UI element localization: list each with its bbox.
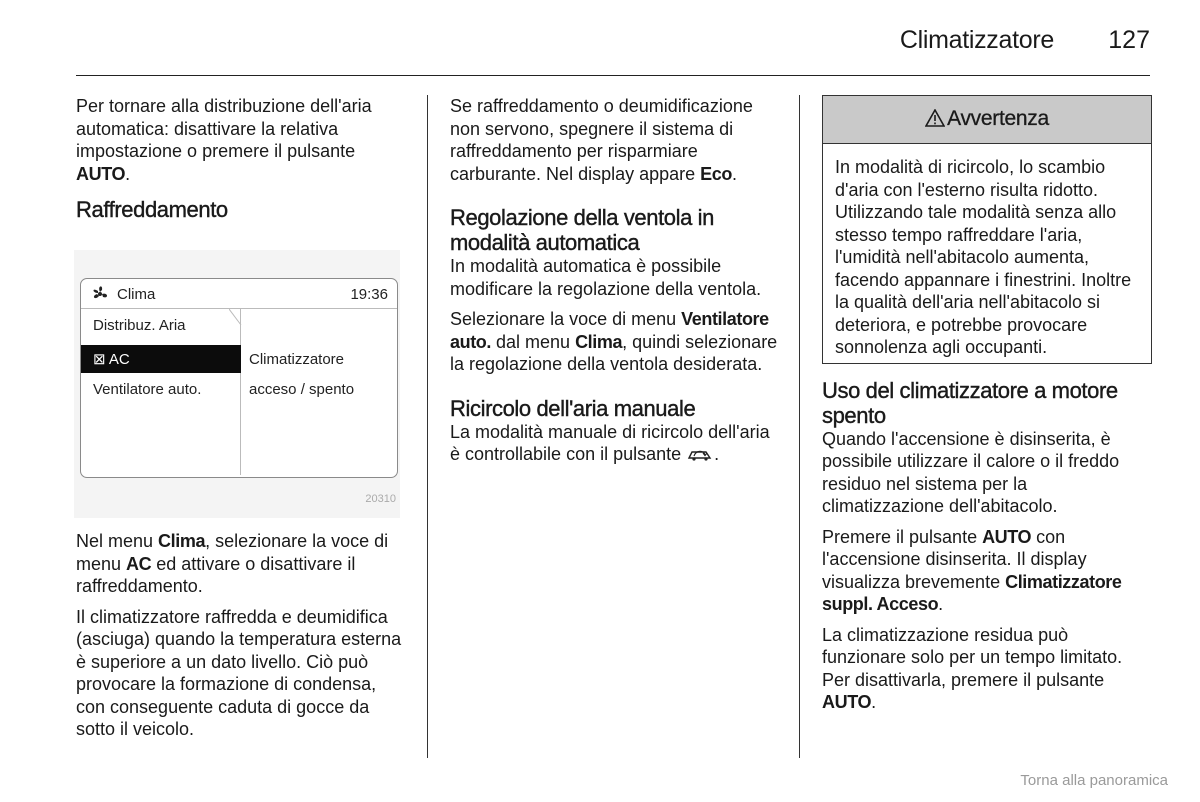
display-menu-list bbox=[81, 309, 241, 475]
display-time: 19:36 bbox=[350, 286, 388, 303]
warning-box bbox=[822, 95, 1152, 364]
menu-item-ac-selected: ⊠ AC bbox=[81, 345, 241, 373]
submenu-climatizzatore: Climatizzatore bbox=[249, 351, 345, 368]
paragraph: Quando l'accensione è disinserita, è possibile utilizzare il calore o il freddo residuo nel sistema per la climatizzazione dell'abitacolo. bbox=[822, 428, 1120, 516]
page-header bbox=[76, 22, 1150, 76]
display-screen bbox=[80, 278, 398, 478]
display-figure bbox=[74, 250, 400, 518]
page-title: Climatizzatore bbox=[899, 26, 1054, 54]
section-heading-raffreddamento: Raffreddamento bbox=[76, 197, 228, 222]
warning-header bbox=[823, 96, 1151, 144]
warning-text: In modalità di ricircolo, lo scambio d'aria con l'esterno risulta ridotto. Utilizzando tale modalità senza allo stesso tempo raffreddare l'aria, l'umidità nell'abitacolo aumenta, facendo appannare i finestrini. Inoltre la qualità dell'aria nell'abitacolo si deteriora, e potrebbe provocare sonnolenza agli occupanti. bbox=[835, 157, 1132, 357]
menu-item-ventilatore-auto: Ventilatore auto. bbox=[93, 381, 202, 398]
column-divider bbox=[427, 95, 428, 758]
paragraph: La modalità manuale di ricircolo dell'aria è controllabile con il pulsante . bbox=[450, 421, 770, 464]
page-number: 127 bbox=[1108, 26, 1150, 54]
paragraph: Per tornare alla distribuzione dell'aria automatica: disattivare la relativa impostazione o premere il pulsante AUTO. bbox=[76, 96, 372, 184]
paragraph: Nel menu Clima, selezionare la voce di menu AC ed attivare o disattivare il raffreddamento. bbox=[76, 531, 389, 596]
display-menu-title: Clima bbox=[117, 286, 156, 303]
paragraph: Se raffreddamento o deumidificazione non servono, spegnere il sistema di raffreddamento per risparmiare carburante. Nel display appare Eco. bbox=[450, 96, 753, 184]
warning-title: Avvertenza bbox=[947, 107, 1049, 130]
section-heading-motore-spento: Uso del climatizzatore a motore spento bbox=[822, 377, 1118, 428]
back-to-overview-link[interactable]: Torna alla panoramica bbox=[1020, 772, 1168, 789]
column-divider bbox=[799, 95, 800, 758]
recirculation-icon bbox=[686, 447, 714, 461]
paragraph: In modalità automatica è possibile modificare la regolazione della ventola. bbox=[450, 256, 762, 299]
section-heading-ventola: Regolazione della ventola in modalità automatica bbox=[450, 205, 714, 255]
paragraph: Il climatizzatore raffredda e deumidifica (asciuga) quando la temperatura esterna è superiore a un dato livello. Ciò può provocare la formazione di condensa, con conseguente caduta di gocce da sotto il veicolo. bbox=[76, 606, 402, 739]
fan-icon bbox=[89, 284, 111, 304]
submenu-acceso-spento: acceso / spento bbox=[249, 381, 355, 398]
column-middle bbox=[450, 95, 780, 474]
checkbox-icon: ⊠ bbox=[93, 351, 106, 368]
display-header bbox=[81, 279, 397, 309]
menu-item-distribuz-aria: Distribuz. Aria bbox=[93, 317, 186, 334]
figure-number: 20310 bbox=[365, 492, 396, 505]
column-right bbox=[822, 95, 1152, 722]
paragraph: La climatizzazione residua può funzionare solo per un tempo limitato. Per disattivarla, premere il pulsante AUTO. bbox=[822, 624, 1123, 712]
warning-icon bbox=[925, 109, 945, 127]
paragraph: Premere il pulsante AUTO con l'accensione disinserita. Il display visualizza brevemente Climatizzatore suppl. Acceso. bbox=[822, 526, 1122, 614]
column-left bbox=[76, 95, 408, 749]
paragraph: Selezionare la voce di menu Ventilatore auto. dal menu Clima, quindi selezionare la regolazione della ventola desiderata. bbox=[450, 309, 778, 374]
section-heading-ricircolo: Ricircolo dell'aria manuale bbox=[450, 395, 696, 421]
